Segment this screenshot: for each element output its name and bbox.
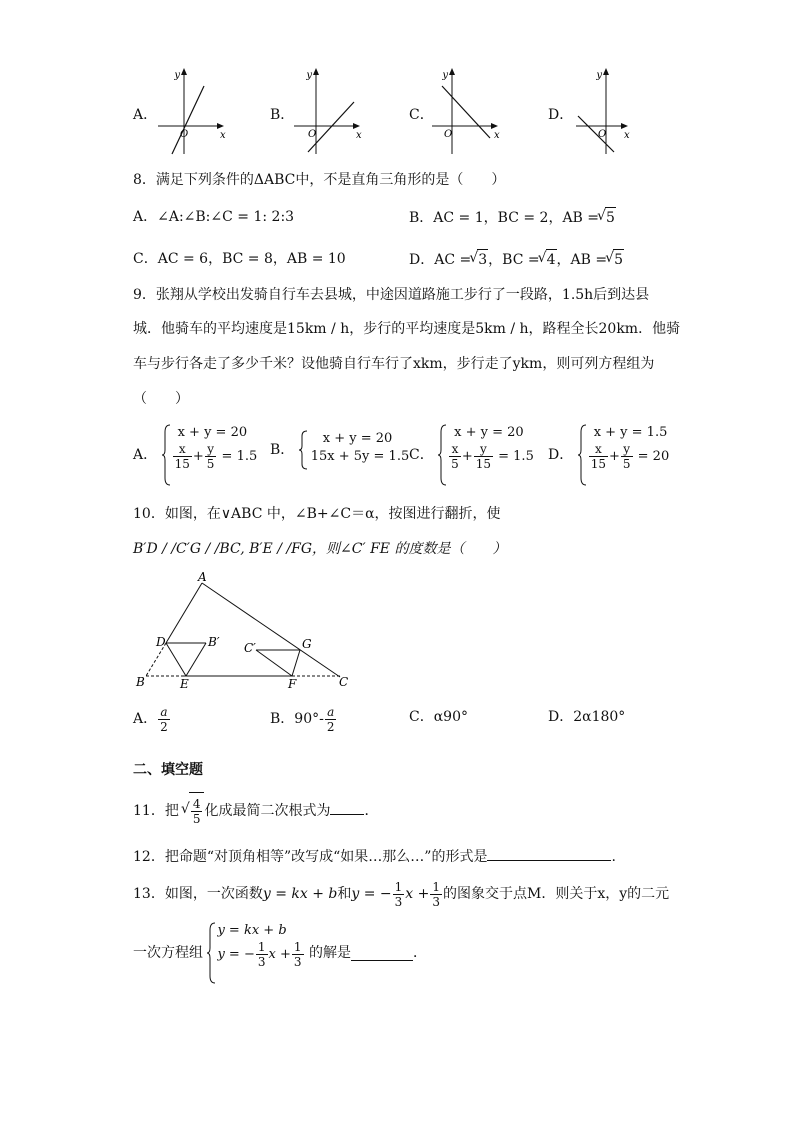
q9-option-c: C． x + y = 20 $\frac{x}{5}$ + $\frac{y}{15}$ = 1.5: [409, 424, 534, 486]
q10-option-c: C．α90°: [409, 709, 468, 725]
q7-graph-b: [290, 66, 370, 158]
q7-graph-c: [428, 66, 508, 158]
q13-line-1: 13．如图，一次函数y = kx + b和y = − $\frac{1}{3}$ x + $\frac{1}{3}$ 的图象交于点M．则关于x，y的二元: [133, 879, 670, 909]
q7-option-a-label: A．: [133, 107, 158, 123]
q9-option-a: A． x + y = 20 $\frac{x}{15}$ + $\frac{y}{5}$ = 1.5: [133, 424, 257, 486]
q7a-y-label: y: [174, 70, 180, 81]
q8-option-c: C．AC = 6，BC = 8，AB = 10: [133, 251, 346, 267]
q8-option-b: B．AC = 1，BC = 2，AB =√ 5: [409, 207, 616, 228]
q13-line-2: 一次方程组 y = kx + b y = − $\frac{1}{3}$ x + $\frac{1}{3}$ 的解是 ．: [133, 922, 427, 984]
q9-option-b: B． x + y = 20 15x + 5y = 1.5: [270, 430, 409, 470]
q9-line-2: 城．他骑车的平均速度是15km / h，步行的平均速度是5km / h，路程全长20km．他骑: [133, 321, 681, 337]
q10-label-E: E: [180, 677, 189, 691]
q7a-x-label: x: [220, 130, 226, 141]
q10-label-C1: C′: [244, 641, 256, 655]
q9-line-4: （ ）: [133, 391, 189, 407]
q10-label-B: B: [136, 675, 145, 689]
q10-figure: [130, 570, 360, 692]
q10-line-2: B′D / /C′G / /BC, B′E / /FG，则∠C′ FE 的度数是（ ）: [133, 541, 507, 557]
q7d-y-label: y: [596, 70, 602, 81]
q9-line-1: 9．张翔从学校出发骑自行车去县城，中途因道路施工步行了一段路，1.5h后到达县: [133, 287, 650, 303]
q8-stem: 8．满足下列条件的ΔABC中，不是直角三角形的是（ ）: [133, 172, 506, 188]
q7d-x-label: x: [624, 130, 630, 141]
q11-answer-blank[interactable]: [330, 800, 364, 815]
q7b-y-label: y: [306, 70, 312, 81]
q7a-origin: O: [180, 129, 189, 140]
q10-label-G: G: [302, 637, 312, 651]
q9-line-3: 车与步行各走了多少千米？设他骑自行车行了xkm，步行走了ykm，则可列方程组为: [133, 356, 655, 372]
q10-label-C: C: [339, 675, 349, 689]
q7-graph-d: [570, 66, 650, 158]
q10-label-D: D: [156, 635, 166, 649]
q7-option-d-label: D．: [548, 107, 574, 123]
q7c-x-label: x: [494, 130, 500, 141]
q7b-x-label: x: [356, 130, 362, 141]
q13-answer-blank[interactable]: [351, 946, 413, 961]
q12-answer-blank[interactable]: [487, 846, 611, 861]
q8-option-a: A．∠A:∠B:∠C = 1: 2:3: [133, 209, 295, 225]
q10-option-d: D．2α180°: [548, 709, 626, 725]
q7c-origin: O: [444, 129, 453, 140]
q10-label-B1: B′: [208, 635, 220, 649]
q7-option-b-label: B．: [270, 107, 295, 123]
q11: 11．把 √ $\frac{4}{5}$ 化成最简二次根式为 ．: [133, 792, 378, 829]
q7d-origin: O: [598, 129, 607, 140]
section-heading: 二、填空题: [133, 762, 203, 778]
q10-line-1: 10．如图，在∨ABC 中，∠B+∠C＝α，按图进行翻折，使: [133, 506, 501, 522]
q10-option-a: A． $\frac{a}{2}$: [133, 704, 168, 734]
q10-label-A: A: [198, 570, 207, 584]
q7-graph-a: [150, 66, 230, 158]
q7-option-c-label: C．: [409, 107, 434, 123]
q10-label-F: F: [288, 677, 297, 691]
q9-option-d: D． x + y = 1.5 $\frac{x}{15}$ + $\frac{y}{5}$ = 20: [548, 424, 669, 486]
q7c-y-label: y: [442, 70, 448, 81]
q7b-origin: O: [308, 129, 317, 140]
q8-option-d: D．AC =√ 3，BC =√ 4，AB =√ 5: [409, 249, 624, 270]
q10-option-b: B．90°- $\frac{a}{2}$: [270, 704, 335, 734]
q12: 12．把命题“对顶角相等”改写成“如果…那么…”的形式是 .: [133, 846, 616, 867]
